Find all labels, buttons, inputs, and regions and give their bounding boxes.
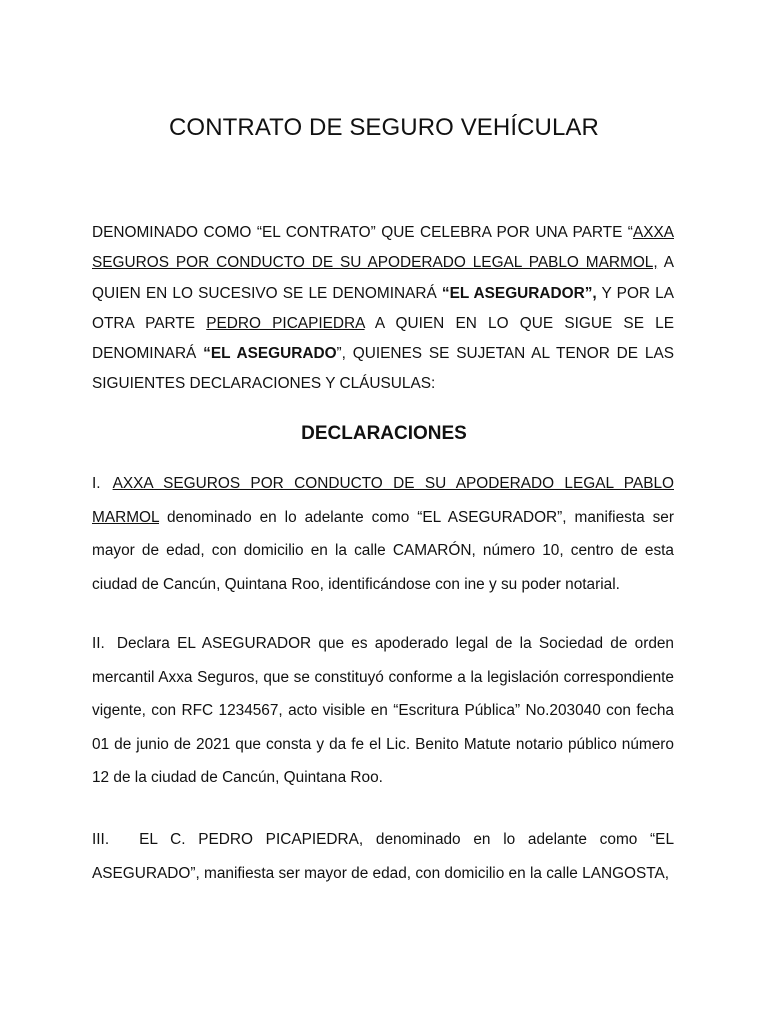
intro-text-5: ”, QUIENES SE SUJETAN AL TENOR DE LAS SIGUIENTES DECLARACIONES Y CLÁUSULAS: xyxy=(92,345,674,393)
declaration-item xyxy=(92,627,674,795)
declaration-number: II. xyxy=(92,635,105,652)
insurer-alias-bold: “EL ASEGURADOR”, xyxy=(441,284,597,302)
declaration-text: denominado en lo adelante como “EL ASEGURADOR”, manifiesta ser mayor de edad, con domicilio en la calle CAMARÓN, número 10, centro de esta ciudad de Cancún, Quintana Roo, identificándose con ine y su poder notarial. xyxy=(92,508,674,593)
intro-text-2: A QUIEN EN LO SUCESIVO SE LE DENOMINARÁ xyxy=(92,254,674,302)
insurer-name-underlined: AXXA SEGUROS POR CONDUCTO DE SU APODERADO LEGAL PABLO MARMOL, xyxy=(92,224,674,272)
intro-text-3: Y POR LA OTRA PARTE xyxy=(92,284,675,332)
declaraciones-heading: DECLARACIONES xyxy=(301,423,467,444)
insured-name-underlined: PEDRO PICAPIEDRA xyxy=(206,314,365,332)
declaration-text: EL C. PEDRO PICAPIEDRA, denominado en lo adelante como “EL ASEGURADO”, manifiesta ser mayor de edad, con domicilio en la calle LANGOSTA, xyxy=(92,831,674,882)
intro-text-1: DENOMINADO COMO “EL CONTRATO” QUE CELEBRA POR UNA PARTE “ xyxy=(92,224,633,241)
insured-alias-bold: “EL ASEGURADO xyxy=(203,345,337,363)
declaration-text: Declara EL ASEGURADOR que es apoderado legal de la Sociedad de orden mercantil Axxa Seguros, que se constituyó conforme a la legislación correspondiente vigente, con RFC 1234567, acto visible en “Escritura Pública” No.203040 con fecha 01 de junio de 2021 que consta y da fe el Lic. Benito Matute notario público número 12 de la ciudad de Cancún, Quintana Roo. xyxy=(92,635,674,787)
declaration-item xyxy=(92,467,674,601)
declaration-number: I. xyxy=(92,475,101,492)
intro-paragraph xyxy=(92,218,674,400)
contract-title: CONTRATO DE SEGURO VEHÍCULAR xyxy=(169,114,599,141)
intro-text-4: A QUIEN EN LO QUE SIGUE SE LE DENOMINARÁ xyxy=(92,314,674,363)
declaration-underlined-party: AXXA SEGUROS POR CONDUCTO DE SU APODERADO LEGAL PABLO MARMOL xyxy=(92,475,674,526)
declaration-number: III. xyxy=(92,831,110,848)
declaration-item xyxy=(92,823,674,890)
